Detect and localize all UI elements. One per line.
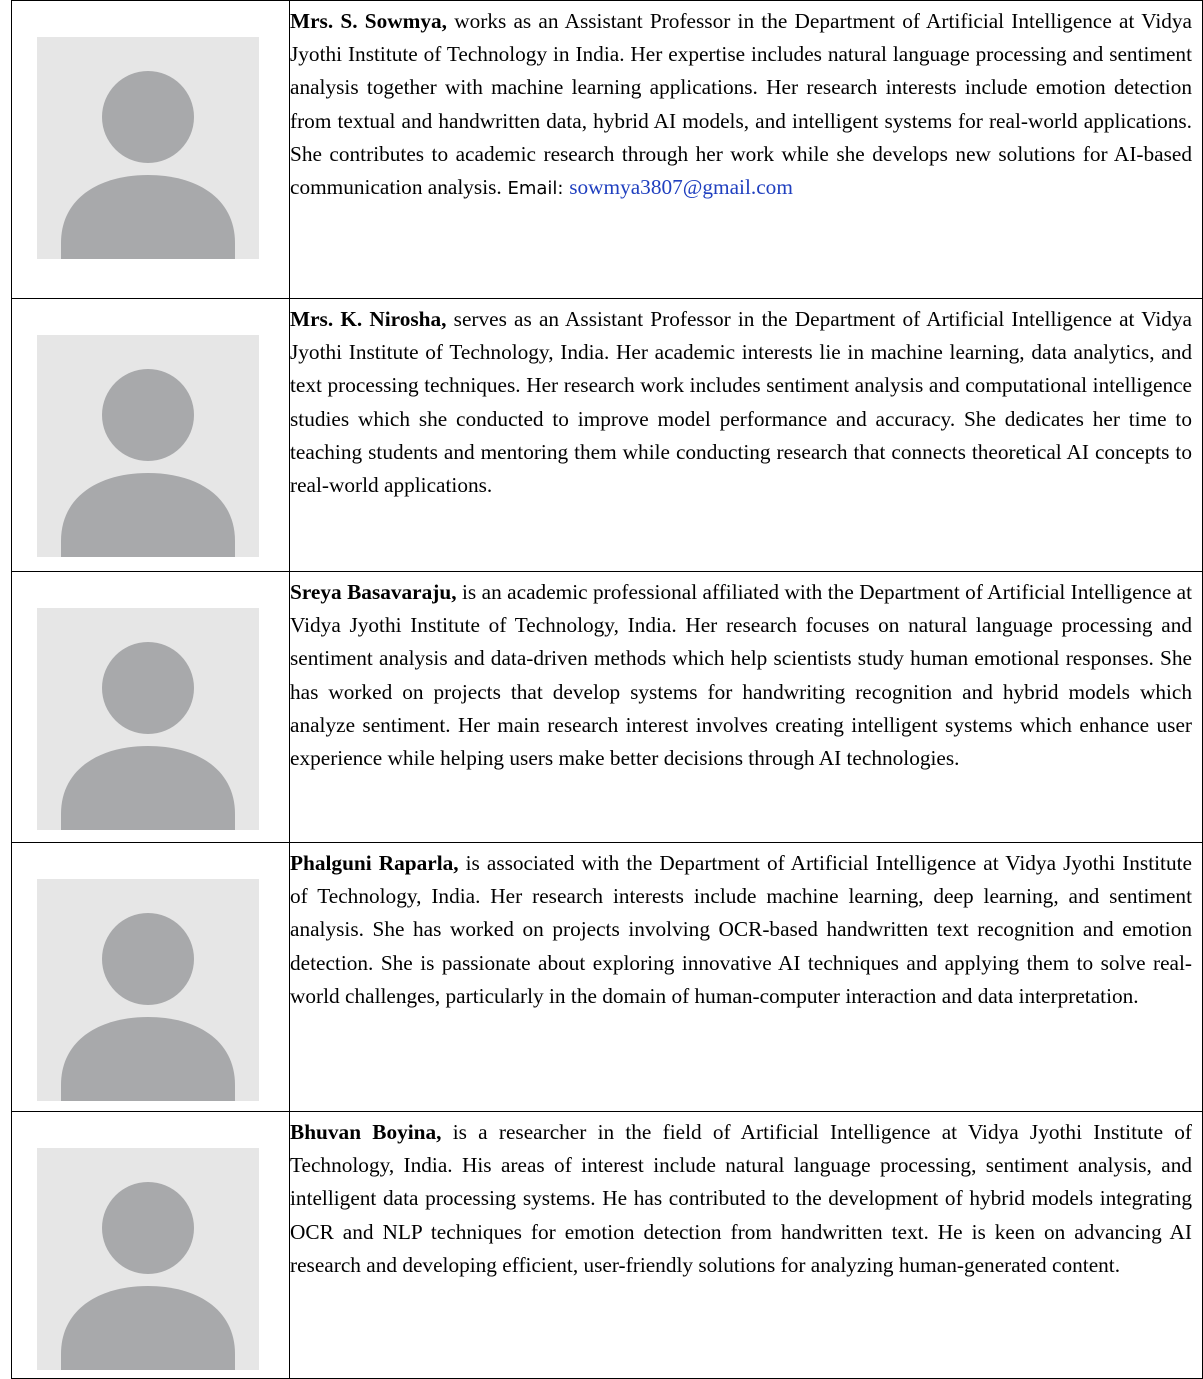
photo-cell (12, 1, 290, 299)
email-label: Email: (501, 178, 570, 200)
bio-cell (290, 572, 1203, 843)
author-photo-placeholder (37, 335, 259, 557)
bio-text: is an academic professional affiliated with the Department of Artificial Intelligence at Vidya Jyothi Institute of Technology, India. Her research focuses on natural language processing and sentiment analysis and data-driven methods which help scientists study human emotional responses. She has worked on projects that develop systems for handwriting recognition and hybrid models which analyze sentiment. Her main research interest involves creating intelligent systems which enhance user experience while helping users make better decisions through AI technologies. (290, 580, 1192, 771)
author-row-nirosha (12, 299, 1203, 572)
bio-text: works as an Assistant Professor in the Department of Artificial Intelligence at Vidya Jyothi Institute of Technology in India. Her expertise includes natural language processing and sentiment analysis together with machine learning applications. Her research interests include emotion detection from textual and handwritten data, hybrid AI models, and intelligent systems for real-world applications. She contributes to academic research through her work while she develops new solutions for AI-based communication analysis. (290, 9, 1192, 200)
author-name: Phalguni Raparla, (290, 851, 459, 875)
author-name: Mrs. K. Nirosha, (290, 307, 447, 331)
author-photo-placeholder (37, 1148, 259, 1370)
user-avatar-placeholder-icon (37, 1148, 259, 1370)
bio-cell (290, 1, 1203, 299)
bio-cell (290, 1112, 1203, 1379)
author-row-sowmya (12, 1, 1203, 299)
bio-cell (290, 299, 1203, 572)
bio-paragraph (290, 1, 1202, 205)
bio-paragraph (290, 843, 1202, 1013)
author-biography-table (11, 0, 1203, 1379)
photo-cell (12, 1112, 290, 1379)
photo-cell (12, 843, 290, 1112)
author-photo-placeholder (37, 37, 259, 259)
author-row-bhuvan (12, 1112, 1203, 1379)
bio-paragraph (290, 572, 1202, 775)
bio-text: is associated with the Department of Artificial Intelligence at Vidya Jyothi Institute of Technology, India. Her research interests include machine learning, deep learning, and sentiment analysis. She has worked on projects involving OCR-based handwritten text recognition and emotion detection. She is passionate about exploring innovative AI techniques and applying them to solve real-world challenges, particularly in the domain of human-computer interaction and data interpretation. (290, 851, 1192, 1008)
photo-cell (12, 299, 290, 572)
user-avatar-placeholder-icon (37, 879, 259, 1101)
user-avatar-placeholder-icon (37, 608, 259, 830)
bio-cell (290, 843, 1203, 1112)
photo-cell (12, 572, 290, 843)
author-name: Sreya Basavaraju, (290, 580, 457, 604)
author-photo-placeholder (37, 608, 259, 830)
author-name: Mrs. S. Sowmya, (290, 9, 447, 33)
author-row-phalguni (12, 843, 1203, 1112)
bio-paragraph (290, 1112, 1202, 1282)
email-link[interactable]: sowmya3807@gmail.com (569, 175, 793, 200)
bio-text: serves as an Assistant Professor in the Department of Artificial Intelligence at Vidya Jyothi Institute of Technology, India. Her academic interests lie in machine learning, data analytics, and text processing techniques. Her research work includes sentiment analysis and computational intelligence studies which she conducted to improve model performance and accuracy. She dedicates her time to teaching students and mentoring them while conducting research that connects theoretical AI concepts to real-world applications. (290, 307, 1192, 498)
author-row-sreya (12, 572, 1203, 843)
bio-text: is a researcher in the field of Artificial Intelligence at Vidya Jyothi Institute of Technology, India. His areas of interest include natural language processing, sentiment analysis, and intelligent data processing systems. He has contributed to the development of hybrid models integrating OCR and NLP techniques for emotion detection from handwritten text. He is keen on advancing AI research and developing efficient, user-friendly solutions for analyzing human-generated content. (290, 1120, 1192, 1277)
author-photo-placeholder (37, 879, 259, 1101)
user-avatar-placeholder-icon (37, 37, 259, 259)
bio-paragraph (290, 299, 1202, 502)
author-name: Bhuvan Boyina, (290, 1120, 442, 1144)
user-avatar-placeholder-icon (37, 335, 259, 557)
